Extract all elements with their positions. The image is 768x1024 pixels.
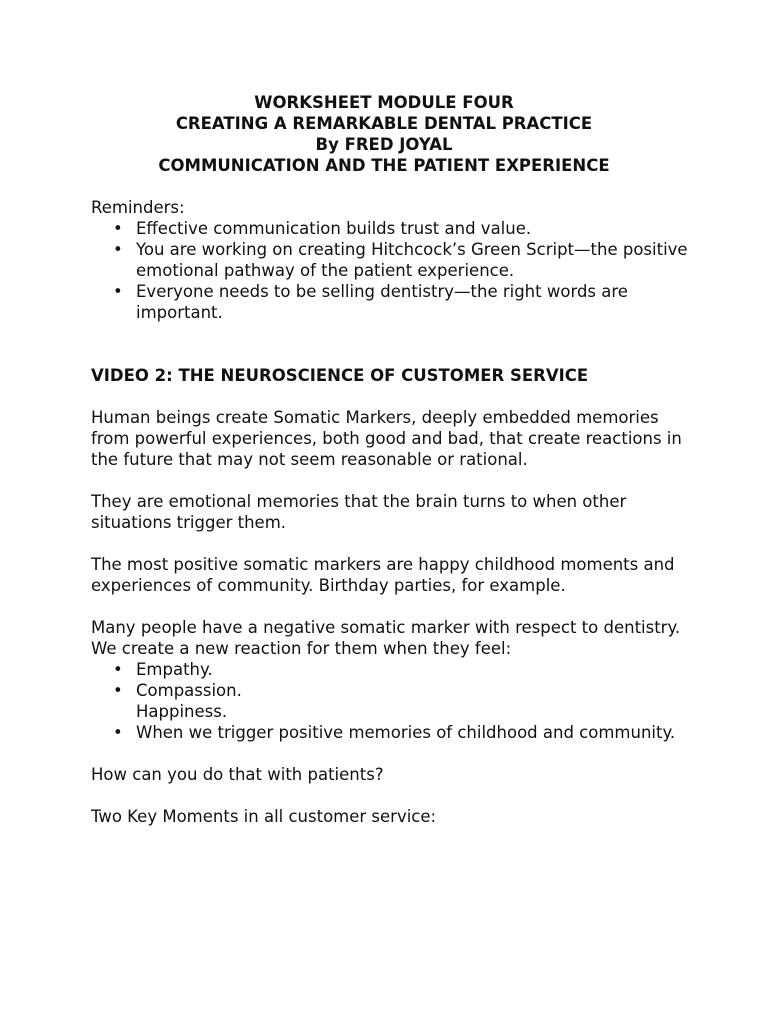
document-title-block bbox=[91, 92, 677, 176]
paragraph-negative-marker: Many people have a negative somatic marker with respect to dentistry. bbox=[91, 618, 681, 637]
paragraph-emotional-memories: They are emotional memories that the brain turns to when other situations trigger them. bbox=[91, 492, 627, 532]
author-line: By FRED JOYAL bbox=[315, 135, 453, 154]
list-item: • Everyone needs to be selling dentistry—the right words are important. bbox=[91, 281, 691, 323]
question-line: How can you do that with patients? bbox=[91, 765, 384, 784]
section-heading: VIDEO 2: THE NEUROSCIENCE OF CUSTOMER SERVICE bbox=[91, 366, 589, 385]
list-item: • You are working on creating Hitchcock’s Green Script—the positive emotional pathway of the patient experience. bbox=[91, 239, 691, 281]
worksheet-content bbox=[91, 92, 691, 827]
feel-intro: We create a new reaction for them when they feel: bbox=[91, 639, 512, 658]
reminders-label: Reminders: bbox=[91, 198, 185, 217]
worksheet-title: WORKSHEET MODULE FOUR bbox=[254, 93, 514, 112]
list-item: • Effective communication builds trust and value. bbox=[91, 218, 691, 239]
list-item: • Compassion. bbox=[91, 680, 691, 701]
list-item: Happiness. bbox=[136, 702, 228, 721]
closing-line: Two Key Moments in all customer service: bbox=[91, 807, 437, 826]
paragraph-somatic-markers: Human beings create Somatic Markers, deeply embedded memories from powerful experiences, both good and bad, that create reactions in the future that may not seem reasonable or rational. bbox=[91, 408, 682, 469]
feel-list bbox=[91, 659, 691, 743]
list-item: • When we trigger positive memories of childhood and community. bbox=[91, 722, 691, 743]
paragraph-positive-markers: The most positive somatic markers are happy childhood moments and experiences of community. Birthday parties, for example. bbox=[91, 555, 675, 595]
reminders-section bbox=[91, 197, 691, 323]
list-item: • Empathy. bbox=[91, 659, 691, 680]
reminders-list bbox=[91, 218, 691, 323]
module-subtitle: COMMUNICATION AND THE PATIENT EXPERIENCE bbox=[158, 156, 610, 175]
course-title: CREATING A REMARKABLE DENTAL PRACTICE bbox=[175, 114, 593, 133]
